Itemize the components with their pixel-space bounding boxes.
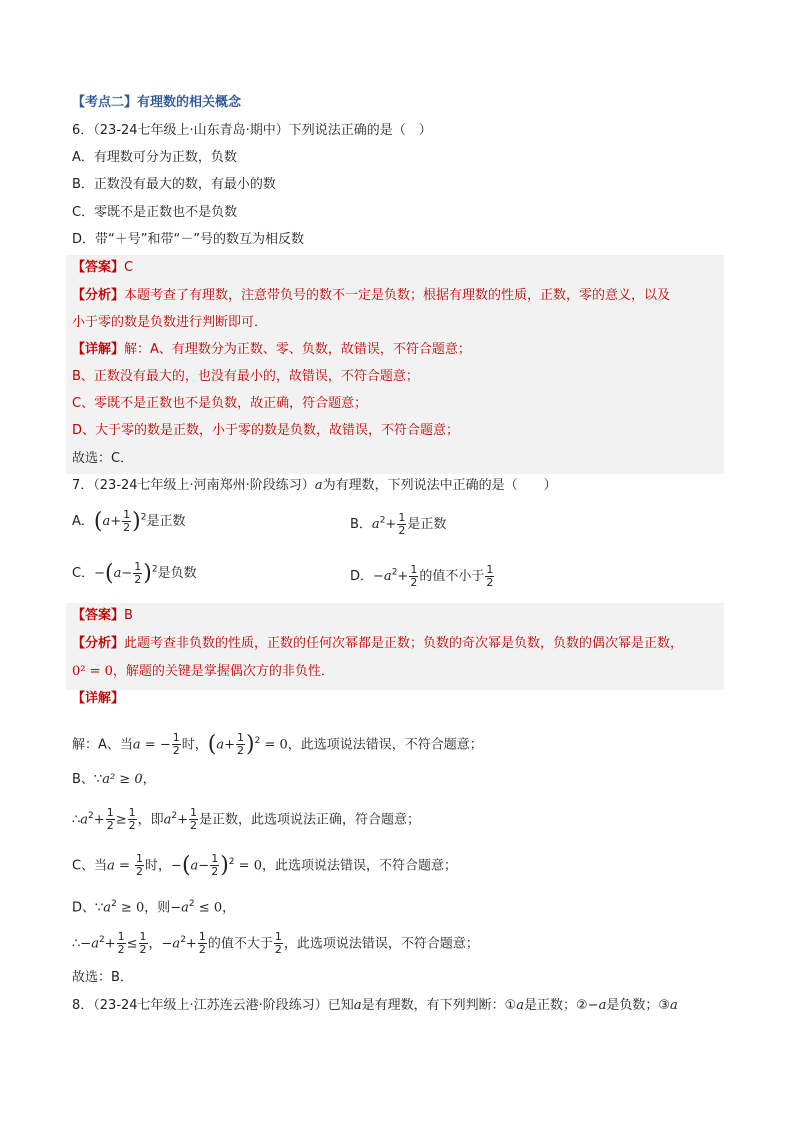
- q7-stem: [72, 476, 557, 496]
- q7-detail-b-3: ∴: [72, 812, 81, 828]
- q6-answer-tag: 【答案】: [72, 260, 125, 275]
- q8-stem-c: 是正数；②: [524, 998, 588, 1013]
- q6-detail: [72, 340, 471, 360]
- q7-stem-a: 7．（23-24七年级上·河南郑州·阶段练习）: [72, 478, 315, 493]
- q7-option-b-label: B．: [350, 517, 372, 532]
- q7-analysis-text-2: ，解题的关键是掌握偶次方的非负性．: [112, 664, 334, 679]
- q7-stem-var: a: [314, 478, 323, 493]
- q7-analysis-text-1: 此题考查非负数的性质，正数的任何次幂都是正数；负数的奇次幂是负数，负数的偶次幂是正数，: [124, 636, 684, 651]
- q7-detail-tag: 【详解】: [72, 691, 125, 706]
- q7-detail-b-5: 是正数，此选项说法正确，符合题意；: [199, 812, 421, 828]
- q7-option-a: A．(a+ $\frac{1}{2}$ )$^2$是正数: [72, 508, 186, 534]
- q7-detail-d-2: ，则: [144, 900, 171, 916]
- q7-detail-d1: D、$\because a^2 \ge 0$，则$-a^2 \le 0$，: [72, 899, 236, 916]
- q7-option-a-text: 是正数: [146, 514, 186, 529]
- q7-detail-b-ineq: a² ≥ 0: [102, 772, 143, 787]
- q7-analysis-line-2: [72, 662, 334, 682]
- q6-analysis: [72, 286, 670, 306]
- q6-detail-4: D、大于零的数是正数，小于零的数是负数，故错误，不符合题意；: [72, 423, 460, 438]
- q6-option-c: C．零既不是正数也不是负数: [72, 205, 238, 220]
- q6-detail-3: C、零既不是正数也不是负数，故正确，符合题意；: [72, 396, 368, 411]
- q7-stem-b: 为有理数，下列说法中正确的是（ ）: [322, 478, 557, 493]
- q7-detail-d2: $\therefore-a^2+$ $\frac{1}{2}$ ≤ $\frac{1}{2}$ ，$-a^2+$ $\frac{1}{2}$ 的值不大于 $\frac{1}{2}$ ，此选项说法错误，不符合题意；: [72, 930, 479, 957]
- q7-detail-b-1: B、∵: [72, 772, 103, 787]
- q7-option-c-text: 是负数: [157, 566, 197, 581]
- q7-answer-value: B: [124, 608, 133, 623]
- q6-analysis-text-2: 小于零的数是负数进行判断即可．: [72, 315, 268, 330]
- q7-detail-d-3: ，: [222, 900, 236, 916]
- q7-answer: [72, 606, 133, 626]
- q7-detail-d-6: 的值不大于: [207, 936, 273, 952]
- q7-detail-c: C、当a = $\frac{1}{2}$ 时，−(a− $\frac{1}{2}$ )$^2$ = 0，此选项说法错误，不符合题意；: [72, 852, 457, 879]
- q6-option-a: A．有理数可分为正数，负数: [72, 150, 237, 165]
- q7-option-c: C．−(a− $\frac{1}{2}$ )$^2$是负数: [72, 560, 197, 586]
- q6-option-b: B．正数没有最大的数，有最小的数: [72, 177, 276, 192]
- section-title: 【考点二】有理数的相关概念: [72, 95, 242, 110]
- q7-detail-d-5: ，: [148, 936, 162, 952]
- q8-stem: 8．（23-24七年级上·江苏连云港·阶段练习）已知a是有理数，有下列判断：①a是正数；②−a是负数；③a: [72, 998, 678, 1013]
- q6-detail-tag: 【详解】: [72, 342, 125, 357]
- q6-answer: [72, 258, 133, 278]
- q7-option-b-text: 是正数: [407, 517, 447, 532]
- q6-answer-value: C: [124, 260, 134, 275]
- q7-option-a-label: A．: [72, 514, 94, 529]
- q6-choice: 故选：C．: [72, 451, 134, 466]
- q7-choice: 故选：B．: [72, 970, 133, 985]
- q7-option-b: B．$a^2+$ $\frac{1}{2}$ 是正数: [350, 511, 447, 537]
- q7-detail-a-2: 时，: [181, 737, 208, 753]
- q6-stem: 6．（23-24七年级上·山东青岛·期中）下列说法正确的是（ ）: [72, 123, 432, 138]
- q7-analysis-tag: 【分析】: [72, 636, 125, 651]
- q7-detail-a-3: ，此选项说法错误，不符合题意；: [287, 737, 483, 753]
- q7-analysis-zero: 0² = 0: [72, 664, 113, 679]
- q7-detail-a: 解：A、当a = − $\frac{1}{2}$ 时，(a+ $\frac{1}{2}$ )$^2$ = 0，此选项说法错误，不符合题意；: [72, 731, 483, 758]
- q6-detail-1: 解：A、有理数分为正数、零、负数，故错误，不符合题意；: [124, 342, 471, 357]
- q7-detail-d-7: ，此选项说法错误，不符合题意；: [283, 936, 479, 952]
- q7-detail-b-2: ，: [142, 772, 156, 787]
- q7-detail-c-3: ，此选项说法错误，不符合题意；: [261, 858, 457, 874]
- q7-option-d-text: 的值不小于: [419, 569, 485, 584]
- q7-detail-a-1: 解：A、当: [72, 737, 133, 753]
- q6-analysis-text-1: 本题考查了有理数，注意带负号的数不一定是负数；根据有理数的性质，正数，零的意义，以及: [124, 288, 671, 303]
- q7-detail-b2: $\therefore a^2+$ $\frac{1}{2}$ ≥ $\frac{1}{2}$ ，即$a^2+$ $\frac{1}{2}$ 是正数，此选项说法正确，符合题意；: [72, 806, 421, 833]
- q7-option-d: D．$-a^2+$ $\frac{1}{2}$ 的值不小于 $\frac{1}{2}$: [350, 563, 494, 589]
- q7-detail-c-2: 时，: [145, 858, 172, 874]
- q8-stem-a: 8．（23-24七年级上·江苏连云港·阶段练习）已知: [72, 998, 354, 1013]
- q6-option-d: D．带“＋号”和带“－”号的数互为相反数: [72, 232, 304, 247]
- q8-stem-d: 是负数；③: [606, 998, 670, 1013]
- q7-detail-b-4: ，即: [137, 812, 164, 828]
- q7-detail-b1: [72, 770, 156, 790]
- q7-answer-tag: 【答案】: [72, 608, 125, 623]
- q7-detail-d-1: D、∵: [72, 900, 104, 916]
- q6-detail-2: B、正数没有最大的，也没有最小的，故错误，不符合题意；: [72, 369, 419, 384]
- q7-analysis: [72, 634, 683, 654]
- q7-option-c-label: C．: [72, 566, 95, 581]
- q6-analysis-tag: 【分析】: [72, 288, 125, 303]
- q7-detail-d-4: ∴: [72, 936, 81, 952]
- q7-detail-c-1: C、当: [72, 858, 108, 874]
- q7-option-d-label: D．: [350, 569, 374, 584]
- q8-stem-b: 是有理数，有下列判断：①: [361, 998, 517, 1013]
